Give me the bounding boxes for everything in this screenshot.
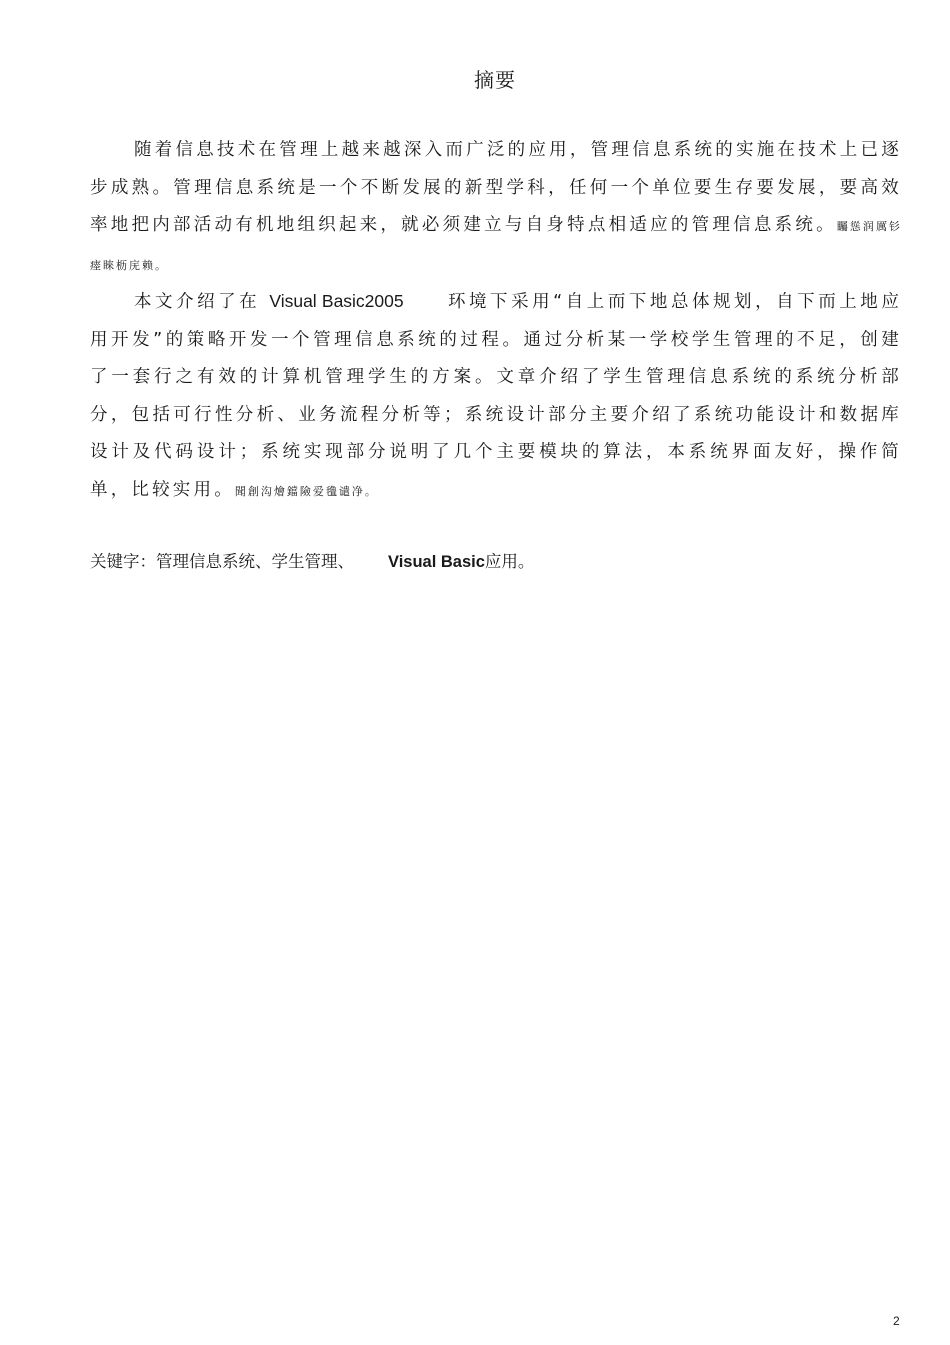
paragraph-1-text: 随着信息技术在管理上越来越深入而广泛的应用，管理信息系统的实施在技术上已逐步成熟。管理信息系统是一个不断发展的新型学科，任何一个单位要生存要发展，要高效率地把内部活动有机地组织起来，就必须建立与自身特点相适应的管理信息系统。 — [90, 140, 902, 235]
keywords-line — [90, 550, 534, 574]
paragraph-2-lead: 本文介绍了在 — [134, 292, 261, 312]
abstract-heading: 摘要 — [474, 68, 516, 92]
paragraph-2-garbled-text: 聞創沟燴鐺險爱氇谴净。 — [234, 484, 378, 498]
abstract-paragraph-1 — [90, 132, 902, 284]
page-number: 2 — [893, 1314, 900, 1328]
keywords-suffix: 应用。 — [484, 552, 535, 571]
paragraph-2-text: 环境下采用“自上而下地总体规划，自下而上地应用开发”的策略开发一个管理信息系统的过程。通过分析某一学校学生管理的不足，创建了一套行之有效的计算机管理学生的方案。文章介绍了学生管理信息系统的系统分析部分，包括可行性分析、业务流程分析等；系统设计部分主要介绍了系统功能设计和数据库设计及代码设计；系统实现部分说明了几个主要模块的算法，本系统界面友好，操作简单，比较实用。 — [90, 292, 903, 500]
abstract-paragraph-2 — [90, 283, 902, 510]
visual-basic-term: Visual Basic2005 — [269, 291, 404, 311]
paragraph-1-garbled-text: 矚慫润厲钐瘗睞枥庑赖。 — [90, 220, 903, 272]
keywords-bold-term: Visual Basic — [388, 553, 485, 571]
keywords-label: 关键字：管理信息系统、学生管理、 — [90, 552, 354, 571]
